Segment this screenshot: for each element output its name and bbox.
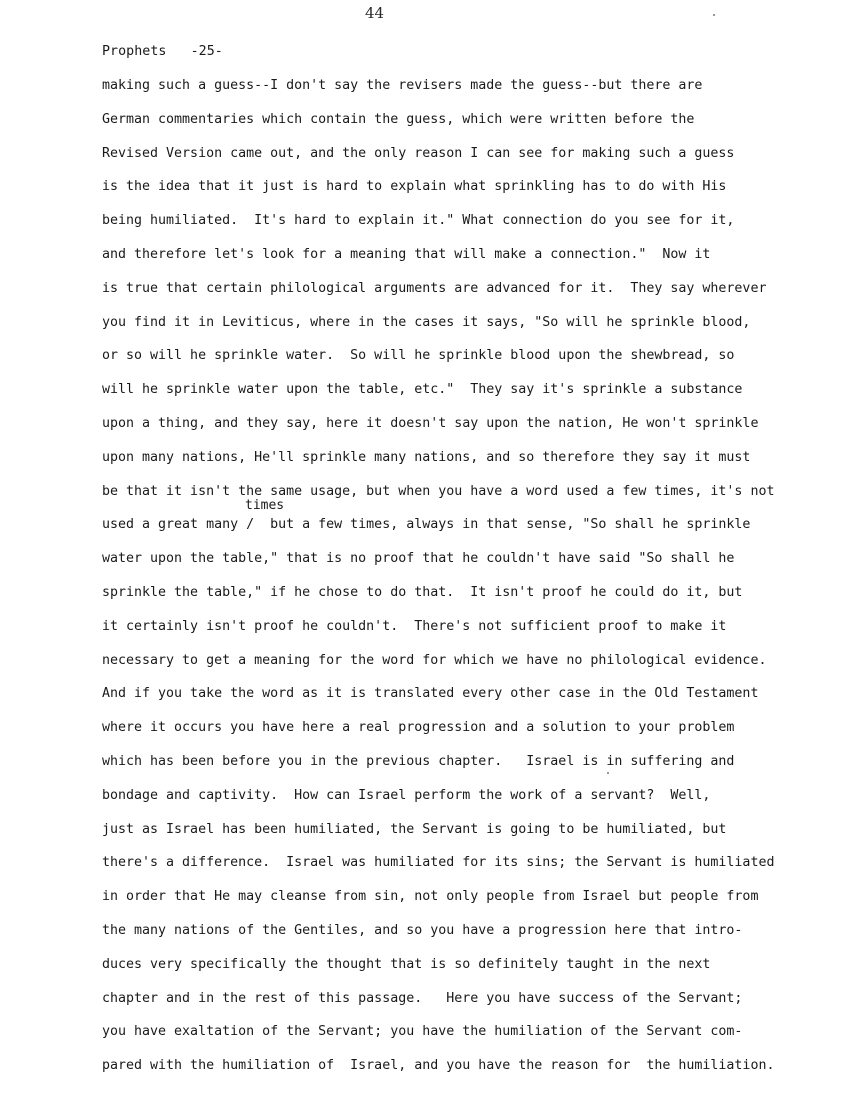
page-header (102, 44, 223, 59)
text-line: upon many nations, He'll sprinkle many nations, and so therefore they say it must (102, 449, 751, 465)
text-line: in order that He may cleanse from sin, not only people from Israel but people from (102, 889, 759, 905)
text-line: will he sprinkle water upon the table, etc." They say it's sprinkle a substance (102, 382, 743, 398)
text-line: sprinkle the table," if he chose to do that. It isn't proof he could do it, but (102, 584, 743, 600)
text-line: necessary to get a meaning for the word for which we have no philological evidence. (102, 652, 767, 668)
text-line: the many nations of the Gentiles, and so you have a progression here that intro- (102, 922, 743, 938)
interlinear-insertion: times (245, 498, 285, 513)
paper-speck (713, 14, 715, 16)
text-line: is true that certain philological arguments are advanced for it. They say wherever (102, 280, 767, 296)
text-line: being humiliated. It's hard to explain it." What connection do you see for it, (102, 213, 735, 229)
paper-speck (607, 772, 609, 774)
text-line: And if you take the word as it is translated every other case in the Old Testament (102, 686, 759, 702)
text-line: used a great many / but a few times, always in that sense, "So shall he sprinkle (102, 517, 751, 533)
text-line: you find it in Leviticus, where in the cases it says, "So will he sprinkle blood, (102, 314, 751, 330)
text-line: pared with the humiliation of Israel, and you have the reason for the humiliation. (102, 1058, 775, 1074)
text-line: bondage and captivity. How can Israel perform the work of a servant? Well, (102, 787, 711, 803)
text-line: making such a guess--I don't say the revisers made the guess--but there are (102, 78, 703, 93)
text-line: water upon the table," that is no proof that he couldn't have said "So shall he (102, 551, 735, 567)
text-line: where it occurs you have here a real progression and a solution to your problem (102, 720, 735, 736)
body-text (102, 76, 822, 1090)
text-line: just as Israel has been humiliated, the Servant is going to be humiliated, but (102, 821, 727, 837)
text-line: and therefore let's look for a meaning that will make a connection." Now it (102, 246, 711, 262)
text-line: duces very specifically the thought that is so definitely taught in the next (102, 956, 711, 972)
text-line: it certainly isn't proof he couldn't. There's not sufficient proof to make it (102, 618, 727, 634)
header-page-label: -25- (190, 44, 223, 59)
text-line: Revised Version came out, and the only reason I can see for making such a guess (102, 145, 735, 161)
text-line: German commentaries which contain the guess, which were written before the (102, 111, 695, 127)
page-number: 44 (365, 4, 385, 22)
text-line: upon a thing, and they say, here it doesn't say upon the nation, He won't sprinkle (102, 415, 759, 431)
text-line: there's a difference. Israel was humiliated for its sins; the Servant is humiliated (102, 855, 775, 871)
text-line: be that it isn't the same usage, but when you have a word used a few times, it's not (102, 483, 775, 499)
text-line: or so will he sprinkle water. So will he sprinkle blood upon the shewbread, so (102, 348, 735, 364)
header-title: Prophets (102, 44, 167, 59)
text-line: chapter and in the rest of this passage. Here you have success of the Servant; (102, 990, 743, 1006)
text-line: you have exaltation of the Servant; you have the humiliation of the Servant com- (102, 1024, 743, 1040)
text-line: is the idea that it just is hard to explain what sprinkling has to do with His (102, 179, 727, 195)
text-line: which has been before you in the previous chapter. Israel is in suffering and (102, 753, 735, 769)
